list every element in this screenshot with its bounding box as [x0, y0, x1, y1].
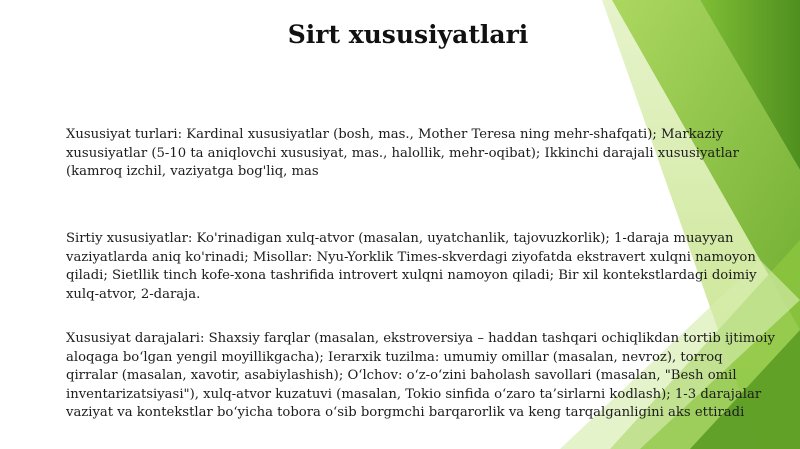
slide-title: Sirt xususiyatlari [287, 20, 529, 49]
paragraph-surface-traits: Sirtiy xususiyatlar: Ko'rinadigan xulq-atvor (masalan, uyatchanlik, tajovuzkorlik); 1-daraja muayyan vaziyatlarda aniq ko'rinadi; Misollar: Nyu-Yorklik Times-skverdagi ziyofatda ekstravert xulqni namoyon qiladi; Sietllik tinch kofe-xona tashrifida introvert xulqni namoyon qiladi; Bir xil kontekstlardagi doimiy xulq-atvor, 2-daraja. [66, 231, 757, 302]
paragraph-trait-levels: Xususiyat darajalari: Shaxsiy farqlar (masalan, ekstroversiya – haddan tashqari ochiqlikdan tortib ijtimoiy aloqaga bo‘lgan yengil moyillikgacha); Ierarxik tuzilma: umumiy omillar (masalan, nevroz), torroq qirralar (masalan, xavotir, asabiylashish); O‘lchov: o‘z-o‘zini baholash savollari (masalan, "Besh omil inventarizatsiyasi"), xulq-atvor kuzatuvi (masalan, Tokio sinfida o‘zaro ta’sirlarni kodlash); 1-3 darajalar vaziyat va kontekstlar bo‘yicha tobora o‘sib borgmchi barqarorlik va keng tarqalganligini aks ettiradi [66, 331, 775, 421]
paragraph-trait-types: Xususiyat turlari: Kardinal xususiyatlar (bosh, mas., Mother Teresa ning mehr-shafqati); Markaziy xususiyatlar (5-10 ta aniqlovchi xususiyat, mas., halollik, mehr-oqibat); Ikkinchi darajali xususiyatlar (kamroq izchil, vaziyatga bog'liq, mas [66, 127, 739, 180]
